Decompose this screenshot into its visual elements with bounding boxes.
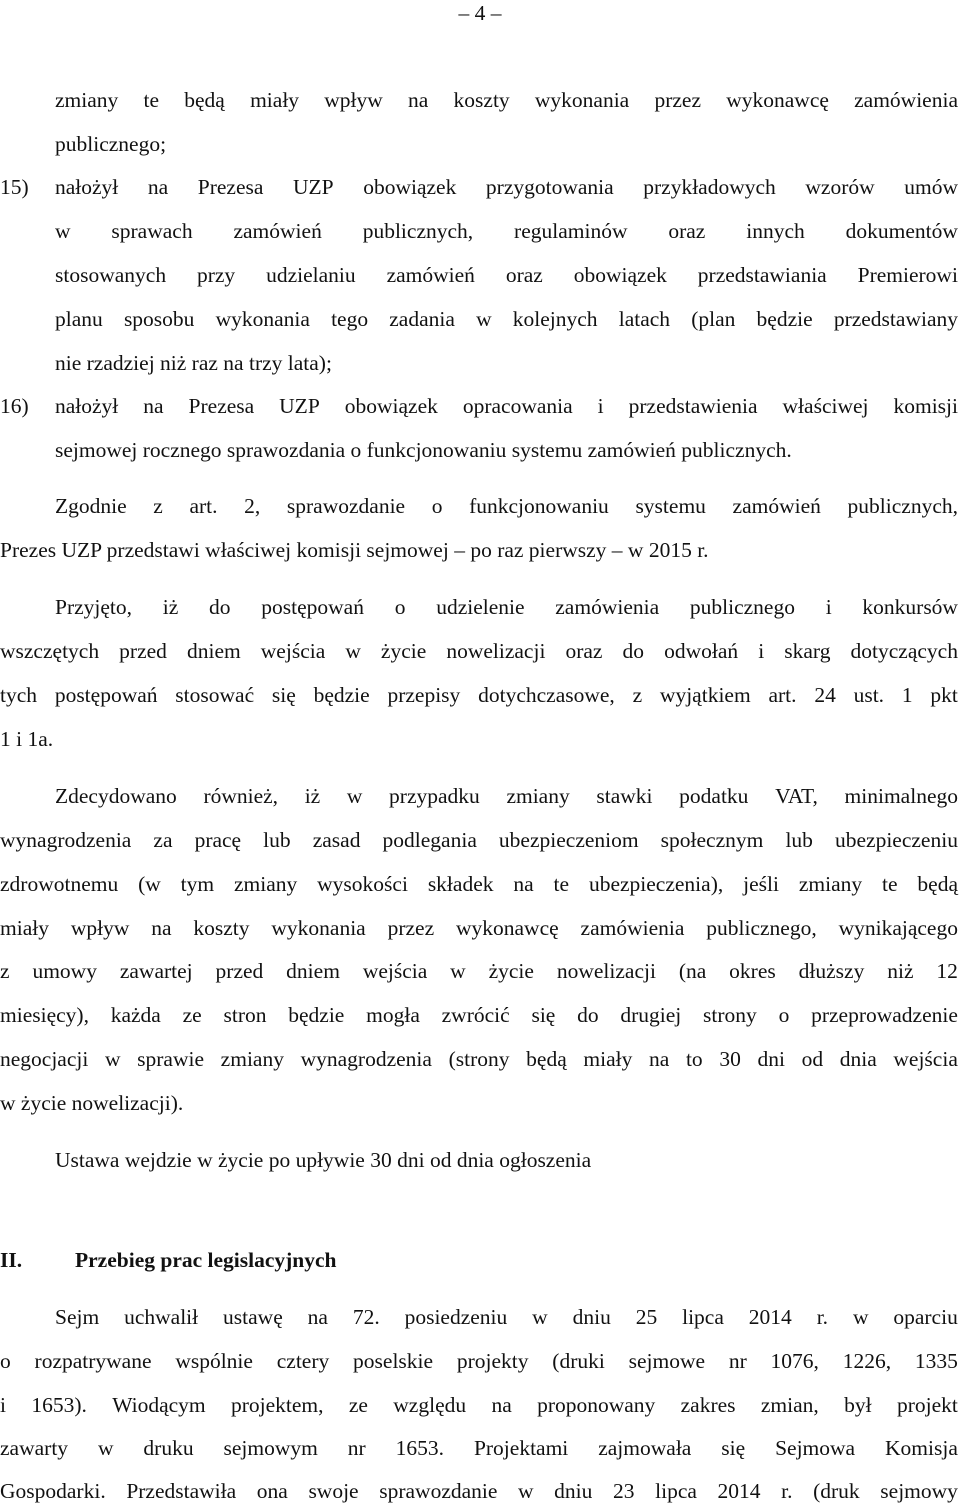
word: te: [143, 88, 160, 112]
text-line: [0, 1347, 958, 1375]
word: VAT,: [775, 784, 818, 808]
word: lub: [263, 828, 291, 852]
word: Gospodarki.: [0, 1479, 106, 1503]
word: zmiany: [55, 88, 119, 112]
word: wynikającego: [838, 916, 958, 940]
word: pkt: [930, 683, 958, 707]
word: składek: [427, 872, 494, 896]
word: zamówień: [732, 494, 821, 518]
word: zasad: [312, 828, 361, 852]
word: wykonania: [215, 307, 310, 331]
word: swoje: [308, 1479, 359, 1503]
word: wyjątkiem: [659, 683, 751, 707]
text-line: [55, 593, 958, 621]
text-line: [55, 392, 958, 420]
word: przedstawiania: [697, 263, 827, 287]
word: okres: [729, 959, 776, 983]
word: systemu: [635, 494, 706, 518]
word: ubezpieczenia),: [588, 872, 724, 896]
word: skarg: [784, 639, 831, 663]
word: 2014: [748, 1305, 792, 1329]
word: sprawach: [111, 219, 193, 243]
word: Przyjęto,: [55, 595, 133, 619]
word: wzorów: [805, 175, 875, 199]
word: te: [553, 872, 570, 896]
word: uchwalił: [124, 1305, 199, 1329]
word: projektem,: [230, 1393, 324, 1417]
word: właściwej: [782, 394, 869, 418]
list-number: 16): [0, 394, 29, 418]
list-number: 15): [0, 175, 29, 199]
word: wspólnie: [175, 1349, 253, 1373]
word: i: [597, 394, 604, 418]
word: 24: [814, 683, 836, 707]
word: przedstawienia: [628, 394, 758, 418]
text-line: [55, 261, 958, 289]
word: lub: [785, 828, 813, 852]
word: (w: [138, 872, 161, 896]
section-numeral: II.: [0, 1248, 23, 1272]
word: miały: [0, 916, 49, 940]
word: każda: [110, 1003, 161, 1027]
word: zawarty: [0, 1436, 69, 1460]
word: w: [345, 639, 361, 663]
word: Przedstawiła: [126, 1479, 237, 1503]
text-line: [55, 305, 958, 333]
word: wykonawcę: [455, 916, 559, 940]
word: na: [147, 175, 169, 199]
text-line: [0, 1434, 958, 1462]
text-line: [55, 782, 958, 810]
text-line: [55, 492, 958, 520]
text-line: [55, 217, 958, 245]
word: 2,: [244, 494, 261, 518]
word: tych: [0, 683, 38, 707]
word: tym: [180, 872, 215, 896]
word: ze: [348, 1393, 368, 1417]
text-line: [0, 1001, 958, 1029]
text-line: [0, 870, 958, 898]
word: i: [758, 639, 765, 663]
word: zamówienia: [854, 88, 958, 112]
word: sprawie: [137, 1047, 205, 1071]
word: zwrócić: [441, 1003, 510, 1027]
word: ust.: [853, 683, 885, 707]
word: (druki: [552, 1349, 605, 1373]
word: miesięcy),: [0, 1003, 89, 1027]
word: iż: [162, 595, 179, 619]
word: od: [801, 1047, 824, 1071]
word: 30: [719, 1047, 741, 1071]
word: miały: [250, 88, 300, 112]
word: latach: [618, 307, 671, 331]
word: ze: [182, 1003, 202, 1027]
word: wykonawcę: [726, 88, 829, 112]
word: (druk: [813, 1479, 860, 1503]
word: również,: [203, 784, 279, 808]
word: 23: [613, 1479, 635, 1503]
text-line: nie rzadziej niż raz na trzy lata);: [55, 351, 332, 375]
word: 1226,: [842, 1349, 892, 1373]
word: w: [518, 1479, 534, 1503]
word: wysokości: [317, 872, 408, 896]
word: 1335: [914, 1349, 958, 1373]
word: Zgodnie: [55, 494, 127, 518]
word: 72.: [352, 1305, 380, 1329]
word: wejścia: [260, 639, 326, 663]
text-line: [0, 1477, 958, 1505]
word: Zdecydowano: [55, 784, 177, 808]
word: lipca: [682, 1305, 724, 1329]
word: Prezesa: [188, 394, 255, 418]
word: (strony: [448, 1047, 510, 1071]
word: dniem: [286, 959, 340, 983]
word: zajmowała: [598, 1436, 692, 1460]
word: wynagrodzenia: [300, 1047, 432, 1071]
word: stron: [223, 1003, 267, 1027]
word: w: [55, 219, 71, 243]
word: na: [408, 88, 429, 112]
word: dotyczących: [850, 639, 958, 663]
word: społecznym: [660, 828, 764, 852]
text-line: 1 i 1a.: [0, 727, 54, 751]
word: w: [97, 1436, 114, 1460]
word: na: [649, 1047, 670, 1071]
word: przykładowych: [643, 175, 776, 199]
text-line: [55, 86, 958, 114]
word: koszty: [193, 916, 250, 940]
word: nr: [728, 1349, 747, 1373]
word: opracowania: [462, 394, 573, 418]
word: proponowany: [537, 1393, 656, 1417]
word: zmiany: [798, 872, 863, 896]
word: Sejm: [55, 1305, 100, 1329]
word: obowiązek: [344, 394, 438, 418]
word: z: [153, 494, 163, 518]
text-line: [0, 1391, 958, 1419]
word: konkursów: [862, 595, 958, 619]
word: w: [532, 1305, 548, 1329]
text-line: Ustawa wejdzie w życie po upływie 30 dni od dnia ogłoszenia: [55, 1148, 592, 1172]
word: sposobu: [123, 307, 195, 331]
word: koszty: [453, 88, 510, 112]
word: Premierowi: [857, 263, 958, 287]
word: o: [431, 494, 443, 518]
word: Wiodącym: [112, 1393, 206, 1417]
word: 1653).: [31, 1393, 87, 1417]
word: publicznych,: [847, 494, 958, 518]
word: projekty: [456, 1349, 529, 1373]
text-line: [0, 637, 958, 665]
word: nowelizacji: [446, 639, 546, 663]
text-line: [55, 173, 958, 201]
word: publicznego: [689, 595, 795, 619]
word: w: [852, 1305, 869, 1329]
word: w: [346, 784, 363, 808]
word: zakres: [680, 1393, 736, 1417]
word: podlegania: [382, 828, 477, 852]
word: i: [825, 595, 832, 619]
word: r.: [816, 1305, 829, 1329]
word: za: [153, 828, 173, 852]
word: ubezpieczeniu: [834, 828, 958, 852]
word: umowy: [32, 959, 97, 983]
word: się: [531, 1003, 556, 1027]
word: jeśli: [743, 872, 779, 896]
word: niż: [887, 959, 914, 983]
word: był: [844, 1393, 872, 1417]
word: przypadku: [389, 784, 480, 808]
word: obowiązek: [363, 175, 457, 199]
word: nowelizacji: [556, 959, 656, 983]
word: postępowań: [54, 683, 158, 707]
word: się: [271, 683, 296, 707]
word: udzielenie: [436, 595, 525, 619]
word: z: [0, 959, 10, 983]
word: oraz: [668, 219, 706, 243]
word: w: [450, 959, 466, 983]
word: zdrowotnemu: [0, 872, 119, 896]
word: wykonania: [271, 916, 366, 940]
word: minimalnego: [844, 784, 958, 808]
word: na: [513, 872, 534, 896]
word: ustawę: [223, 1305, 283, 1329]
page-number: – 4 –: [458, 1, 502, 25]
word: przepisy: [387, 683, 461, 707]
word: przedstawiany: [833, 307, 958, 331]
word: udzielaniu: [266, 263, 356, 287]
word: art.: [189, 494, 218, 518]
text-line: publicznego;: [55, 132, 167, 156]
word: zawartej: [119, 959, 193, 983]
word: zamówienia: [555, 595, 660, 619]
word: nałożył: [55, 175, 119, 199]
word: 1076,: [770, 1349, 819, 1373]
word: dni: [757, 1047, 785, 1071]
word: sprawozdanie: [379, 1479, 498, 1503]
word: zmiany: [220, 1047, 284, 1071]
word: dnia: [839, 1047, 877, 1071]
word: wpływ: [324, 88, 383, 112]
text-line: [0, 681, 958, 709]
word: Prezesa: [197, 175, 264, 199]
word: odwołań: [664, 639, 739, 663]
word: wynagrodzenia: [0, 828, 132, 852]
word: iż: [304, 784, 321, 808]
word: publicznego,: [706, 916, 817, 940]
word: kolejnych: [512, 307, 598, 331]
word: względu: [393, 1393, 467, 1417]
word: tego: [331, 307, 369, 331]
word: sejmowy: [880, 1479, 958, 1503]
word: do: [577, 1003, 599, 1027]
word: 25: [635, 1305, 658, 1329]
word: lipca: [655, 1479, 697, 1503]
word: te: [882, 872, 898, 896]
word: sprawozdanie: [286, 494, 406, 518]
word: (plan: [691, 307, 736, 331]
word: dniem: [186, 639, 241, 663]
word: wykonania: [534, 88, 630, 112]
word: rozpatrywane: [34, 1349, 152, 1373]
word: w: [104, 1047, 121, 1071]
word: dokumentów: [845, 219, 958, 243]
word: sejmowe: [628, 1349, 706, 1373]
word: przez: [654, 88, 701, 112]
word: umów: [904, 175, 958, 199]
word: w: [476, 307, 492, 331]
word: do: [622, 639, 645, 663]
word: będą: [184, 88, 225, 112]
word: Projektami: [473, 1436, 569, 1460]
word: druku: [143, 1436, 194, 1460]
word: oraz: [505, 263, 543, 287]
word: strony: [703, 1003, 757, 1027]
word: poselskie: [353, 1349, 434, 1373]
word: Komisja: [885, 1436, 958, 1460]
word: przy: [196, 263, 236, 287]
word: na: [143, 394, 164, 418]
word: 12: [936, 959, 958, 983]
word: Sejmowa: [775, 1436, 856, 1460]
text-line: [0, 826, 958, 854]
text-line: w życie nowelizacji).: [0, 1091, 184, 1115]
word: innych: [746, 219, 805, 243]
word: podatku: [679, 784, 749, 808]
text-line: [0, 1045, 958, 1073]
word: regulaminów: [514, 219, 628, 243]
word: zadania: [389, 307, 455, 331]
word: mogła: [366, 1003, 420, 1027]
word: przed: [119, 639, 167, 663]
word: obowiązek: [573, 263, 667, 287]
word: będzie: [756, 307, 813, 331]
word: posiedzeniu: [404, 1305, 508, 1329]
word: UZP: [279, 394, 320, 418]
text-line: Prezes UZP przedstawi właściwej komisji sejmowej – po raz pierwszy – w 2015 r.: [0, 538, 709, 562]
word: zmiany: [233, 872, 298, 896]
word: przeprowadzenie: [811, 1003, 958, 1027]
word: publicznych,: [362, 219, 474, 243]
word: 1653.: [395, 1436, 445, 1460]
text-line: [0, 914, 958, 942]
word: nr: [347, 1436, 366, 1460]
word: miały: [583, 1047, 633, 1071]
word: projekt: [896, 1393, 958, 1417]
word: do: [209, 595, 231, 619]
word: to: [685, 1047, 703, 1071]
word: ubezpieczeniom: [498, 828, 639, 852]
word: życie: [488, 959, 534, 983]
word: będzie: [288, 1003, 345, 1027]
word: negocjacji: [0, 1047, 89, 1071]
word: zamówienia: [580, 916, 685, 940]
text-line: sejmowej rocznego sprawozdania o funkcjonowaniu systemu zamówień publicznych.: [55, 438, 792, 462]
word: zamówień: [386, 263, 475, 287]
word: drugiej: [620, 1003, 682, 1027]
word: cztery: [276, 1349, 330, 1373]
word: życie: [380, 639, 427, 663]
word: stosowanych: [55, 263, 167, 287]
word: będą: [526, 1047, 567, 1071]
word: funkcjonowaniu: [469, 494, 609, 518]
word: dniu: [572, 1305, 611, 1329]
word: nałożył: [55, 394, 119, 418]
word: (na: [678, 959, 707, 983]
word: wpływ: [70, 916, 130, 940]
word: o: [0, 1349, 11, 1373]
word: o: [778, 1003, 790, 1027]
word: oparciu: [893, 1305, 958, 1329]
word: będą: [917, 872, 958, 896]
section-title: Przebieg prac legislacyjnych: [75, 1248, 337, 1272]
word: dniu: [554, 1479, 593, 1503]
word: zamówień: [233, 219, 322, 243]
word: planu: [55, 307, 103, 331]
word: wejścia: [362, 959, 428, 983]
word: UZP: [292, 175, 334, 199]
word: na: [491, 1393, 512, 1417]
word: zmian,: [760, 1393, 819, 1417]
word: i: [0, 1393, 6, 1417]
word: na: [307, 1305, 328, 1329]
word: sejmowym: [223, 1436, 318, 1460]
word: przez: [387, 916, 435, 940]
word: wszczętych: [0, 639, 100, 663]
word: się: [721, 1436, 746, 1460]
text-line: [0, 957, 958, 985]
word: dłuższy: [798, 959, 865, 983]
word: pracę: [194, 828, 242, 852]
text-line: [55, 1303, 958, 1331]
word: 1: [901, 683, 913, 707]
word: stosować: [175, 683, 255, 707]
word: oraz: [565, 639, 603, 663]
word: na: [151, 916, 172, 940]
word: o: [394, 595, 406, 619]
word: wejścia: [893, 1047, 958, 1071]
word: dotychczasowe,: [478, 683, 615, 707]
word: komisji: [893, 394, 958, 418]
word: przed: [215, 959, 264, 983]
word: stawki: [596, 784, 653, 808]
word: r.: [781, 1479, 793, 1503]
word: 2014: [717, 1479, 761, 1503]
word: przygotowania: [485, 175, 614, 199]
word: zmiany: [506, 784, 570, 808]
word: art.: [768, 683, 797, 707]
word: postępowań: [261, 595, 364, 619]
word: ona: [256, 1479, 288, 1503]
word: będzie: [313, 683, 370, 707]
word: z: [632, 683, 643, 707]
